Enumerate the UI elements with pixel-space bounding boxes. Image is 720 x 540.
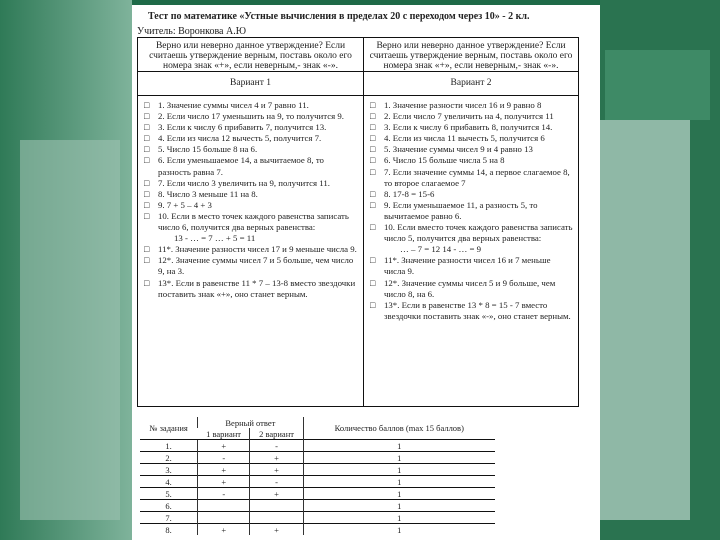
table-cell: 1	[303, 488, 495, 500]
table-cell: 1	[303, 452, 495, 464]
checkbox-icon: □	[370, 188, 376, 199]
item-text: 12*. Значение суммы чисел 5 и 9 больше, чем число 8, на 6.	[384, 277, 556, 299]
list-item	[370, 278, 574, 300]
table-cell: -	[198, 452, 250, 464]
table-cell: 7.	[140, 512, 198, 524]
col-header-num: № задания	[149, 423, 188, 433]
document-page	[132, 5, 600, 540]
item-text: 2. Если число 7 увеличить на 4, получится 11	[384, 111, 554, 122]
col-header-v2: 2 вариант	[250, 428, 303, 440]
list-item	[144, 200, 359, 211]
table-cell: -	[198, 488, 250, 500]
checkbox-icon: □	[144, 122, 150, 133]
item-text: 9. Если уменьшаемое 11, а разность 5, то вычитаемое равно 6.	[384, 199, 538, 221]
checkbox-icon: □	[144, 111, 150, 122]
table-cell: 1	[303, 524, 495, 536]
item-text: 10. Если в место точек каждого равенства записать число 6, получится два верных равенства:	[158, 210, 349, 233]
table-cell: 8.	[140, 524, 198, 536]
checkbox-icon: □	[370, 133, 376, 144]
list-item	[370, 200, 574, 222]
table-cell: 5.	[140, 488, 198, 500]
table-cell: 3.	[140, 464, 198, 476]
table-row	[140, 488, 495, 500]
item-text: 4. Если из числа 11 вычесть 5, получится 6	[384, 133, 545, 144]
checkbox-icon: □	[144, 277, 150, 288]
col-header-points: Количество баллов (max 15 баллов)	[303, 417, 495, 440]
variant-label: Вариант 1	[138, 72, 363, 96]
table-cell: -	[250, 476, 303, 488]
item-text: 7. Если число 3 увеличить на 9, получится 11.	[158, 177, 330, 188]
table-cell: 6.	[140, 500, 198, 512]
checkbox-icon: □	[370, 166, 376, 177]
checkbox-icon: □	[144, 144, 150, 155]
list-item	[144, 100, 359, 111]
table-cell: +	[198, 476, 250, 488]
checkbox-icon: □	[144, 100, 150, 110]
teacher-line: Учитель: Воронкова А.Ю	[137, 26, 246, 37]
list-item	[144, 155, 359, 177]
item-text: 8. 17-8 = 15-6	[384, 188, 435, 199]
table-cell: 1	[303, 440, 495, 452]
table-cell	[198, 500, 250, 512]
variant-1-column	[138, 38, 364, 406]
list-item	[370, 144, 574, 155]
list-item	[144, 255, 359, 277]
item-list	[138, 96, 363, 300]
list-item	[144, 144, 359, 155]
list-item	[144, 189, 359, 200]
checkbox-icon: □	[370, 199, 376, 210]
decor-panel	[605, 50, 710, 120]
list-item	[370, 100, 574, 111]
checkbox-icon: □	[144, 177, 150, 188]
checkbox-icon: □	[370, 111, 376, 122]
item-text: 13*. Если в равенстве 11 * 7 – 13-8 вместо звездочки поставить знак «+», оно станет верным.	[158, 277, 356, 299]
list-item	[144, 278, 359, 300]
table-cell: +	[250, 524, 303, 536]
table-cell: +	[198, 440, 250, 452]
list-item	[144, 122, 359, 133]
checkbox-icon: □	[144, 244, 150, 255]
decor-panel	[20, 140, 120, 520]
table-cell: -	[250, 440, 303, 452]
list-item	[370, 111, 574, 122]
table-cell: +	[250, 488, 303, 500]
table-cell: 1.	[140, 440, 198, 452]
item-text: 11*. Значение разности чисел 17 и 9 меньше числа 9.	[158, 244, 357, 255]
test-table	[137, 37, 579, 407]
table-cell	[250, 500, 303, 512]
list-item	[144, 133, 359, 144]
table-cell: 4.	[140, 476, 198, 488]
doc-title: Тест по математике «Устные вычисления в пределах 20 с переходом через 10» - 2 кл.	[148, 11, 530, 22]
checkbox-icon: □	[370, 222, 376, 233]
item-text: 6. Если уменьшаемое 14, а вычитаемое 8, то разность равна 7.	[158, 155, 324, 177]
checkbox-icon: □	[370, 255, 376, 266]
table-cell: 1	[303, 476, 495, 488]
table-row	[140, 500, 495, 512]
table-row	[140, 440, 495, 452]
item-text: … – 7 = 12 14 - … = 9	[400, 244, 482, 255]
col-header-v1: 1 вариант	[206, 428, 242, 439]
item-text: 5. Значение суммы чисел 9 и 4 равно 13	[384, 144, 533, 155]
table-cell: 2.	[140, 452, 198, 464]
table-cell	[198, 512, 250, 524]
item-text: 13 - … = 7 … + 5 = 11	[174, 233, 256, 244]
checkbox-icon: □	[144, 133, 150, 144]
item-list	[364, 96, 578, 322]
item-text: 11*. Значение разности чисел 16 и 7 меньше числа 9.	[384, 255, 551, 277]
list-item	[144, 211, 359, 233]
checkbox-icon	[370, 244, 384, 255]
col-header-answer: Верный ответ	[198, 417, 303, 428]
item-text: 7. Если значение суммы 14, а первое слагаемое 8, то второе слагаемое 7	[384, 166, 570, 188]
item-text: 9. 7 + 5 – 4 + 3	[158, 199, 212, 210]
item-text: 1. Значение суммы чисел 4 и 7 равно 11.	[158, 100, 309, 110]
list-item	[370, 255, 574, 277]
variant-label: Вариант 2	[364, 72, 578, 96]
table-row	[140, 452, 495, 464]
list-item	[144, 233, 359, 244]
table-row	[140, 512, 495, 524]
item-text: 2. Если число 17 уменьшить на 9, то получится 9.	[158, 111, 344, 122]
instruction: Верно или неверно данное утверждение? Если считаешь утверждение верным, поставь около его номера знак «+», если неверным,- знак «-».	[364, 38, 578, 72]
table-cell	[250, 512, 303, 524]
table-row	[140, 476, 495, 488]
item-text: 1. Значение разности чисел 16 и 9 равно 8	[384, 100, 542, 110]
table-cell: +	[250, 452, 303, 464]
item-text: 6. Число 15 больше числа 5 на 8	[384, 155, 505, 166]
table-cell: +	[198, 524, 250, 536]
list-item	[144, 244, 359, 255]
checkbox-icon: □	[370, 277, 376, 288]
table-cell: 1	[303, 512, 495, 524]
decor-panel	[600, 120, 690, 520]
checkbox-icon	[144, 233, 158, 244]
checkbox-icon: □	[144, 199, 150, 210]
list-item	[370, 222, 574, 244]
table-cell: 1	[303, 500, 495, 512]
checkbox-icon: □	[370, 155, 376, 166]
table-cell: 1	[303, 464, 495, 476]
checkbox-icon: □	[370, 122, 376, 133]
checkbox-icon: □	[144, 188, 150, 199]
checkbox-icon: □	[370, 100, 376, 110]
answer-key-table	[140, 417, 495, 535]
checkbox-icon: □	[144, 210, 150, 221]
item-text: 12*. Значение суммы чисел 7 и 5 больше, чем число 9, на 3.	[158, 255, 354, 277]
checkbox-icon: □	[370, 144, 376, 155]
list-item	[370, 189, 574, 200]
item-text: 13*. Если в равенстве 13 * 8 = 15 - 7 вместо звездочки поставить знак «-», оно станет верным.	[384, 299, 571, 321]
list-item	[370, 300, 574, 322]
table-cell: +	[198, 464, 250, 476]
item-text: 3. Если к числу 6 прибавить 7, получится 13.	[158, 122, 327, 133]
table-row	[140, 524, 495, 536]
list-item	[370, 133, 574, 144]
item-text: 8. Число 3 меньше 11 на 8.	[158, 188, 258, 199]
list-item	[370, 122, 574, 133]
list-item	[370, 155, 574, 166]
instruction: Верно или неверно данное утверждение? Если считаешь утверждение верным, поставь около его номера знак «+», если неверным,- знак «-».	[138, 38, 363, 72]
item-text: 5. Число 15 больше 8 на 6.	[158, 144, 258, 155]
list-item	[370, 244, 574, 255]
table-cell: +	[250, 464, 303, 476]
checkbox-icon: □	[144, 155, 150, 166]
list-item	[144, 178, 359, 189]
checkbox-icon: □	[144, 255, 150, 266]
item-text: 4. Если из числа 12 вычесть 5, получится 7.	[158, 133, 322, 144]
checkbox-icon: □	[370, 299, 376, 310]
variant-2-column	[364, 38, 578, 406]
table-row	[140, 464, 495, 476]
item-text: 3. Если к числу 6 прибавить 8, получится 14.	[384, 122, 553, 133]
list-item	[144, 111, 359, 122]
item-text: 10. Если вместо точек каждого равенства записать число 5, получится два верных равенства:	[384, 222, 573, 244]
list-item	[370, 167, 574, 189]
